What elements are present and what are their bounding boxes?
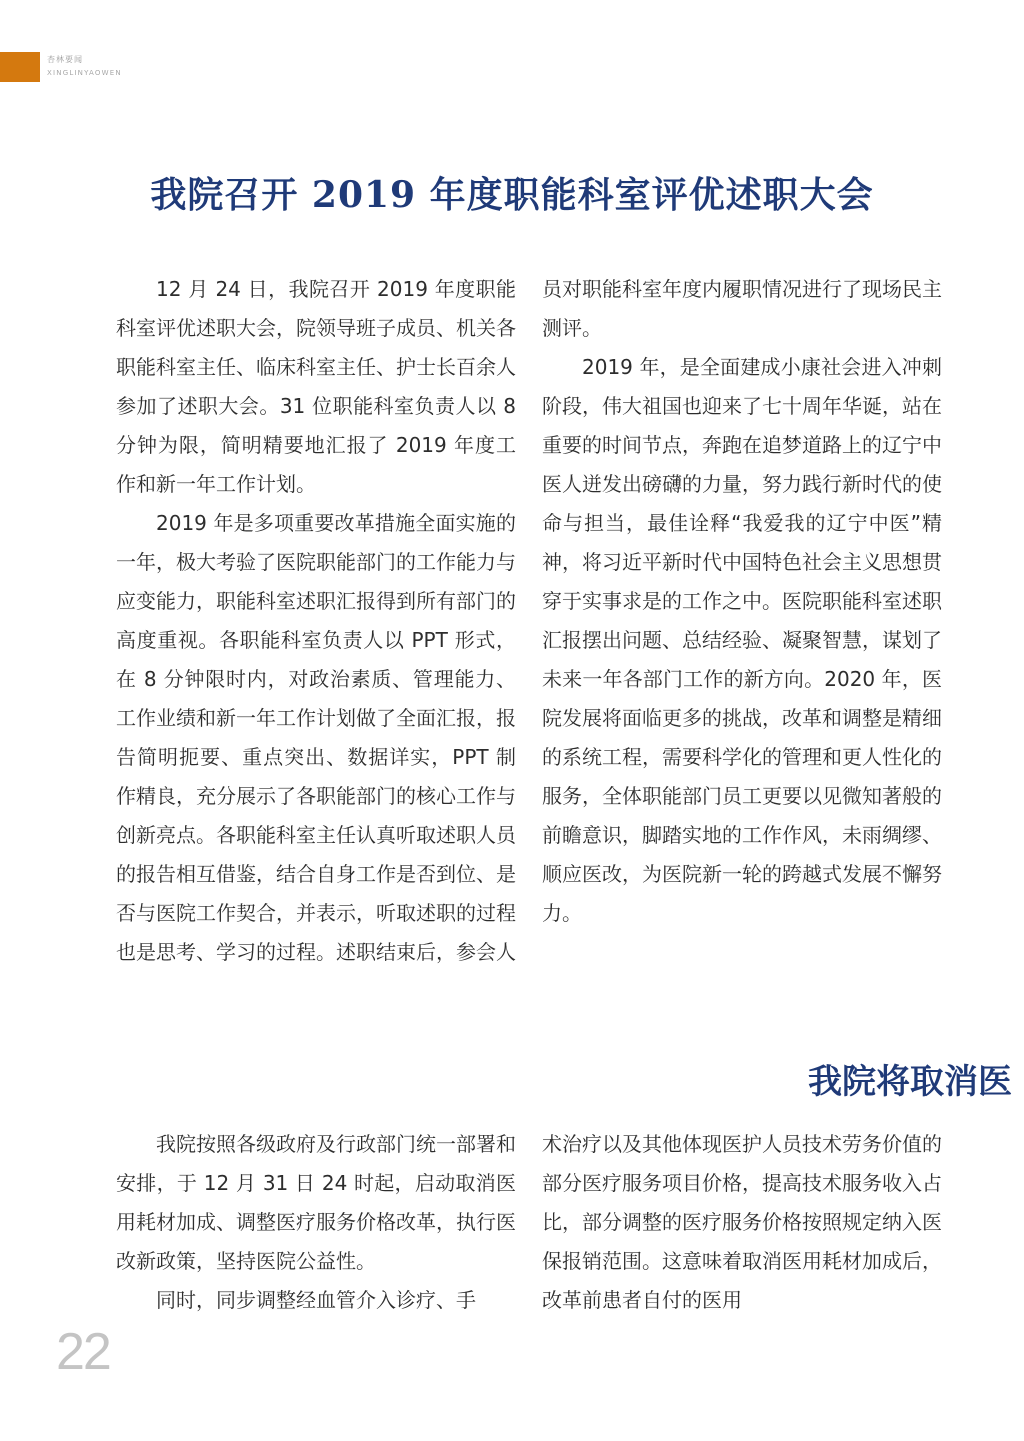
page-number: 22 xyxy=(56,1323,110,1381)
section-header-en: XINGLINYAOWEN xyxy=(47,69,122,77)
second-article-left-column xyxy=(116,1125,516,1320)
article-left-column xyxy=(116,270,516,972)
article-paragraph-continuation: 术治疗以及其他体现医护人员技术劳务价值的部分医疗服务项目价格，提高技术服务收入占比，部分调整的医疗服务价格按照规定纳入医保报销范围。这意味着取消医用耗材加成后，改革前患者自付的医用 xyxy=(542,1132,942,1312)
section-header-cn: 杏林要闻 xyxy=(47,55,83,64)
article-title: 我院召开 2019 年度职能科室评优述职大会 xyxy=(150,174,874,216)
second-article-title-clip xyxy=(0,1040,1024,1120)
article-right-column xyxy=(542,270,942,933)
section-color-tab xyxy=(0,52,40,82)
second-article-title: 我院将取消医 xyxy=(808,1062,1012,1102)
article-paragraph: 同时，同步调整经血管介入诊疗、手 xyxy=(156,1288,476,1312)
article-paragraph: 2019 年是多项重要改革措施全面实施的一年，极大考验了医院职能部门的工作能力与应变能力，职能科室述职汇报得到所有部门的高度重视。各职能科室负责人以 PPT 形式，在 8 分钟限时内，对政治素质、管理能力、工作业绩和新一年工作计划做了全面汇报，报告简明扼要、重点突出、数据详实，PPT 制作精良，充分展示了各职能部门的核心工作与创新亮点。各职能科室主任认真听取述职人员的报告相互借鉴，结合自身工作是否到位、是否与医院工作契合，并表示，听取述职的过程也是思考、学习的过程。述职结束后，参会人 xyxy=(116,511,516,964)
article-paragraph: 12 月 24 日，我院召开 2019 年度职能科室评优述职大会，院领导班子成员、机关各职能科室主任、临床科室主任、护士长百余人参加了述职大会。31 位职能科室负责人以 8 分钟为限，简明精要地汇报了 2019 年度工作和新一年工作计划。 xyxy=(116,277,516,496)
article-paragraph: 我院按照各级政府及行政部门统一部署和安排，于 12 月 31 日 24 时起，启动取消医用耗材加成、调整医疗服务价格改革，执行医改新政策，坚持医院公益性。 xyxy=(116,1132,516,1273)
article-paragraph: 2019 年，是全面建成小康社会进入冲刺阶段，伟大祖国也迎来了七十周年华诞，站在重要的时间节点，奔跑在追梦道路上的辽宁中医人迸发出磅礴的力量，努力践行新时代的使命与担当，最佳诠释“我爱我的辽宁中医”精神，将习近平新时代中国特色社会主义思想贯穿于实事求是的工作之中。医院职能科室述职汇报摆出问题、总结经验、凝聚智慧，谋划了未来一年各部门工作的新方向。2020 年，医院发展将面临更多的挑战，改革和调整是精细的系统工程，需要科学化的管理和更人性化的服务，全体职能部门员工更要以见微知著般的前瞻意识，脚踏实地的工作作风，未雨绸缪、顺应医改，为医院新一轮的跨越式发展不懈努力。 xyxy=(542,355,942,925)
article-paragraph-continuation: 员对职能科室年度内履职情况进行了现场民主测评。 xyxy=(542,277,942,340)
second-article-right-column xyxy=(542,1125,942,1320)
